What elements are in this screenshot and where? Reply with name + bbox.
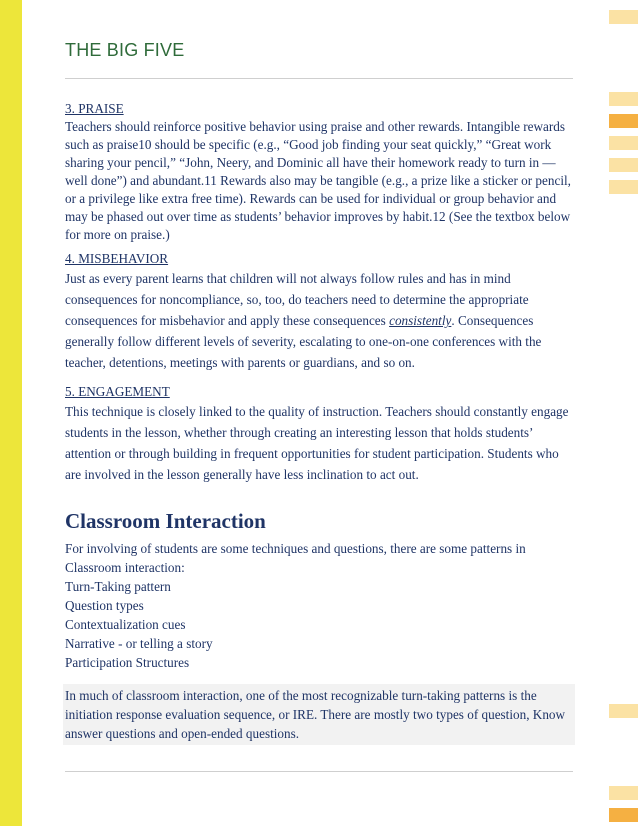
edge-tab — [609, 10, 638, 24]
intro-text: Classroom interaction: — [65, 560, 185, 575]
section-text: This technique is closely linked to the quality of instruction. Teachers should constantly engage students in the lesson, whether through creating an interesting lesson that holds students’ attention or through building in frequent opportunities for student participation. Students who are involved in the lesson generally have less inclination to act out. — [65, 404, 569, 482]
edge-tab — [609, 92, 638, 106]
page-body — [65, 100, 575, 745]
section-misbehavior — [65, 250, 575, 373]
section-heading: 4. MISBEHAVIOR — [65, 251, 169, 266]
left-accent-bar — [0, 0, 22, 826]
list-item: Narrative - or telling a story — [65, 636, 213, 651]
page-title: THE BIG FIVE — [65, 40, 185, 60]
section-classroom-interaction — [65, 507, 575, 745]
edge-tab — [609, 158, 638, 172]
section-engagement — [65, 383, 575, 485]
edge-tab — [609, 704, 638, 718]
section-text — [65, 268, 575, 373]
edge-tab — [609, 114, 638, 128]
note-text: In much of classroom interaction, one of the most recognizable turn-taking patterns is the initiation response evaluation sequence, or IRE. There are mostly two types of question, Know answer questions and open-ended questions. — [65, 688, 566, 741]
list-item: Contextualization cues — [65, 617, 186, 632]
emphasis-text: consistently — [389, 313, 452, 328]
section-heading: 3. PRAISE — [65, 101, 124, 116]
section-heading: 5. ENGAGEMENT — [65, 384, 170, 399]
top-divider — [65, 78, 573, 79]
note-box — [63, 684, 575, 745]
intro-text: For involving of students are some techniques and questions, there are some patterns in — [65, 541, 526, 556]
section-title: Classroom Interaction — [65, 509, 266, 533]
list-item: Participation Structures — [65, 655, 190, 670]
section-praise — [65, 100, 575, 244]
text-before: Just as every parent learns that children will not always follow rules and has in mind consequences for noncompliance, so, too, do teachers need to determine the appropriate consequences for misbehavior and apply these consequences — [65, 271, 529, 328]
edge-tab — [609, 136, 638, 150]
edge-tab — [609, 786, 638, 800]
edge-tab — [609, 180, 638, 194]
bottom-divider — [65, 771, 573, 772]
list-item: Turn-Taking pattern — [65, 579, 171, 594]
edge-tab — [609, 808, 638, 822]
text-after: . Consequences generally follow different levels of severity, escalating to one-on-one conferences with the teacher, detentions, meetings with parents or guardians, and so on. — [65, 313, 542, 370]
section-text: Teachers should reinforce positive behavior using praise and other rewards. Intangible rewards such as praise10 should be specific (e.g., “Good job finding your seat quickly,” “Great work sharing your pencil,” “John, Neery, and Dominic all have their homework ready to turn in — well done”) and abundant.11 Rewards also may be tangible (e.g., a prize like a sticker or pencil, or a privilege like extra free time). Rewards can be used for individual or group behavior and may be phased out over time as students’ behavior improves by habit.12 (See the textbox below for more on praise.) — [65, 119, 571, 242]
list-item: Question types — [65, 598, 144, 613]
